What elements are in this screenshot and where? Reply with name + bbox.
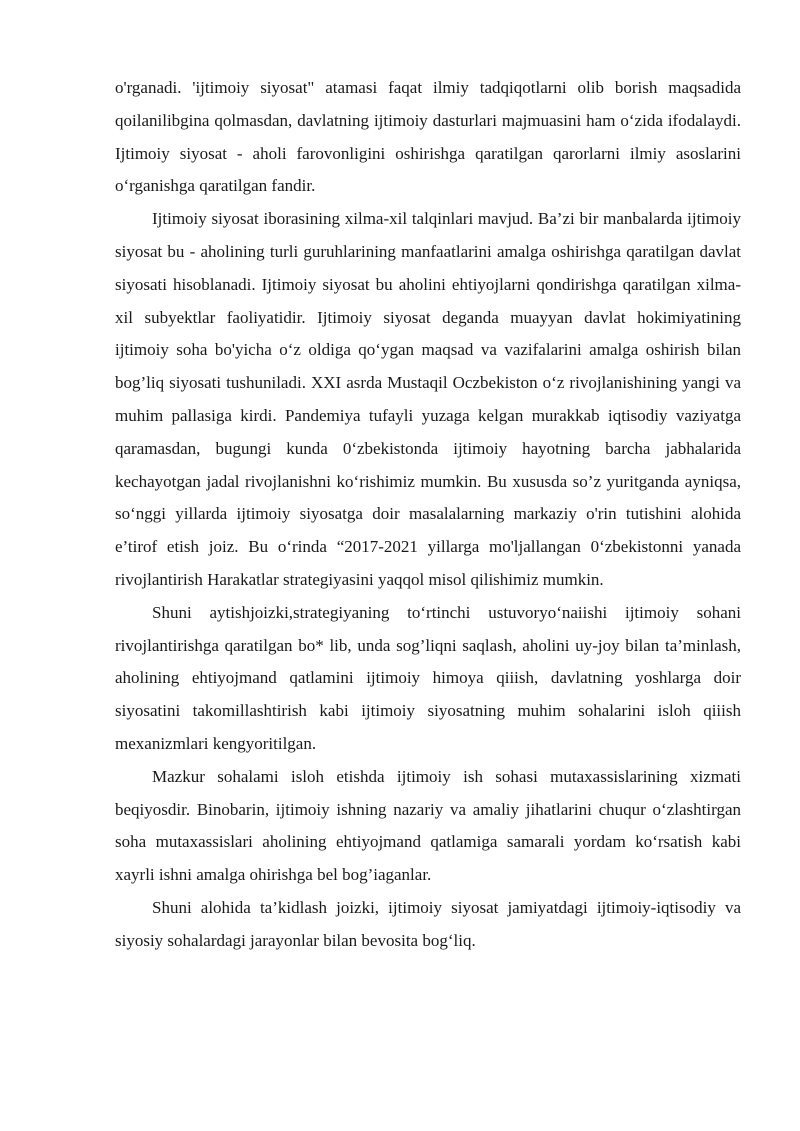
paragraph-definitions: Ijtimoiy siyosat iborasining xilma-xil talqinlari mavjud. Ba’zi bir manbalarda ijtimoiy siyosat bu - aholining turli guruhlarining manfaatlarini amalga oshirishga qaratilgan davlat siyosati hisoblanadi. Ijtimoiy siyosat bu aholini ehtiyojlarni qondirishga qaratilgan xilma-xil subyektlar faoliyatidir. Ijtimoiy siyosat deganda muayyan davlat hokimiyatining ijtimoiy soha bo'yicha o‘z oldiga qo‘ygan maqsad va vazifalarini amalga oshirish bilan bog’liq siyosati tushuniladi. XXI asrda Mustaqil Oczbekiston o‘z rivojlanishining yangi va muhim pallasiga kirdi. Pandemiya tufayli yuzaga kelgan murakkab iqtisodiy vaziyatga qaramasdan, bugungi kunda 0‘zbekistonda ijtimoiy hayotning barcha jabhalarida kechayotgan jadal rivojlanishni ko‘rishimiz mumkin. Bu xususda so’z yuritganda ayniqsa, so‘nggi yillarda ijtimoiy siyosatga doir masalalarning markaziy o'rin tutishini alohida e’tirof etish joiz. Bu o‘rinda “2017-2021 yillarga mo'ljallangan 0‘zbekistonni yanada rivojlantirish Harakatlar strategiyasini yaqqol misol qilishimiz mumkin. bbox=[115, 209, 741, 589]
paragraph-continuation: o'rganadi. 'ijtimoiy siyosat" atamasi faqat ilmiy tadqiqotlarni olib borish maqsadida qoilanilibgina qolmasdan, davlatning ijtimoiy dasturlari majmuasini ham o‘zida ifodalaydi. Ijtimoiy siyosat - aholi farovonligini oshirishga qaratilgan qarorlarni ilmiy asoslarini o‘rganishga qaratilgan fandir. bbox=[115, 78, 741, 196]
paragraph-social-work: Mazkur sohalami isloh etishda ijtimoiy ish sohasi mutaxassislarining xizmati beqiyosdir. Binobarin, ijtimoiy ishning nazariy va amaliy jihatlarini chuqur o‘zlashtirgan soha mutaxassislari aholining ehtiyojmand qatlamiga samarali yordam ko‘rsatish kabi xayrli ishni amalga ohirishga bel bog’iaganlar. bbox=[115, 766, 741, 885]
paragraph-strategy: Shuni aytishjoizki,strategiyaning to‘rtinchi ustuvoryo‘naiishi ijtimoiy sohani rivojlantirishga qaratilgan bo* lib, unda sog’liqni saqlash, aholini uy-joy bilan ta’minlash, aholining ehtiyojmand qatlamini ijtimoiy himoya qiiish, davlatning yoshlarga doir siyosatini takomillashtirish kabi ijtimoiy siyosatning muhim sohalarini isloh qiiish mexanizmlari kengyoritilgan. bbox=[115, 602, 741, 753]
paragraph-conclusion: Shuni alohida ta’kidlash joizki, ijtimoiy siyosat jamiyatdagi ijtimoiy-iqtisodiy va siyosiy sohalardagi jarayonlar bilan bevosita bog‘liq. bbox=[115, 897, 741, 950]
document-page bbox=[115, 72, 741, 958]
